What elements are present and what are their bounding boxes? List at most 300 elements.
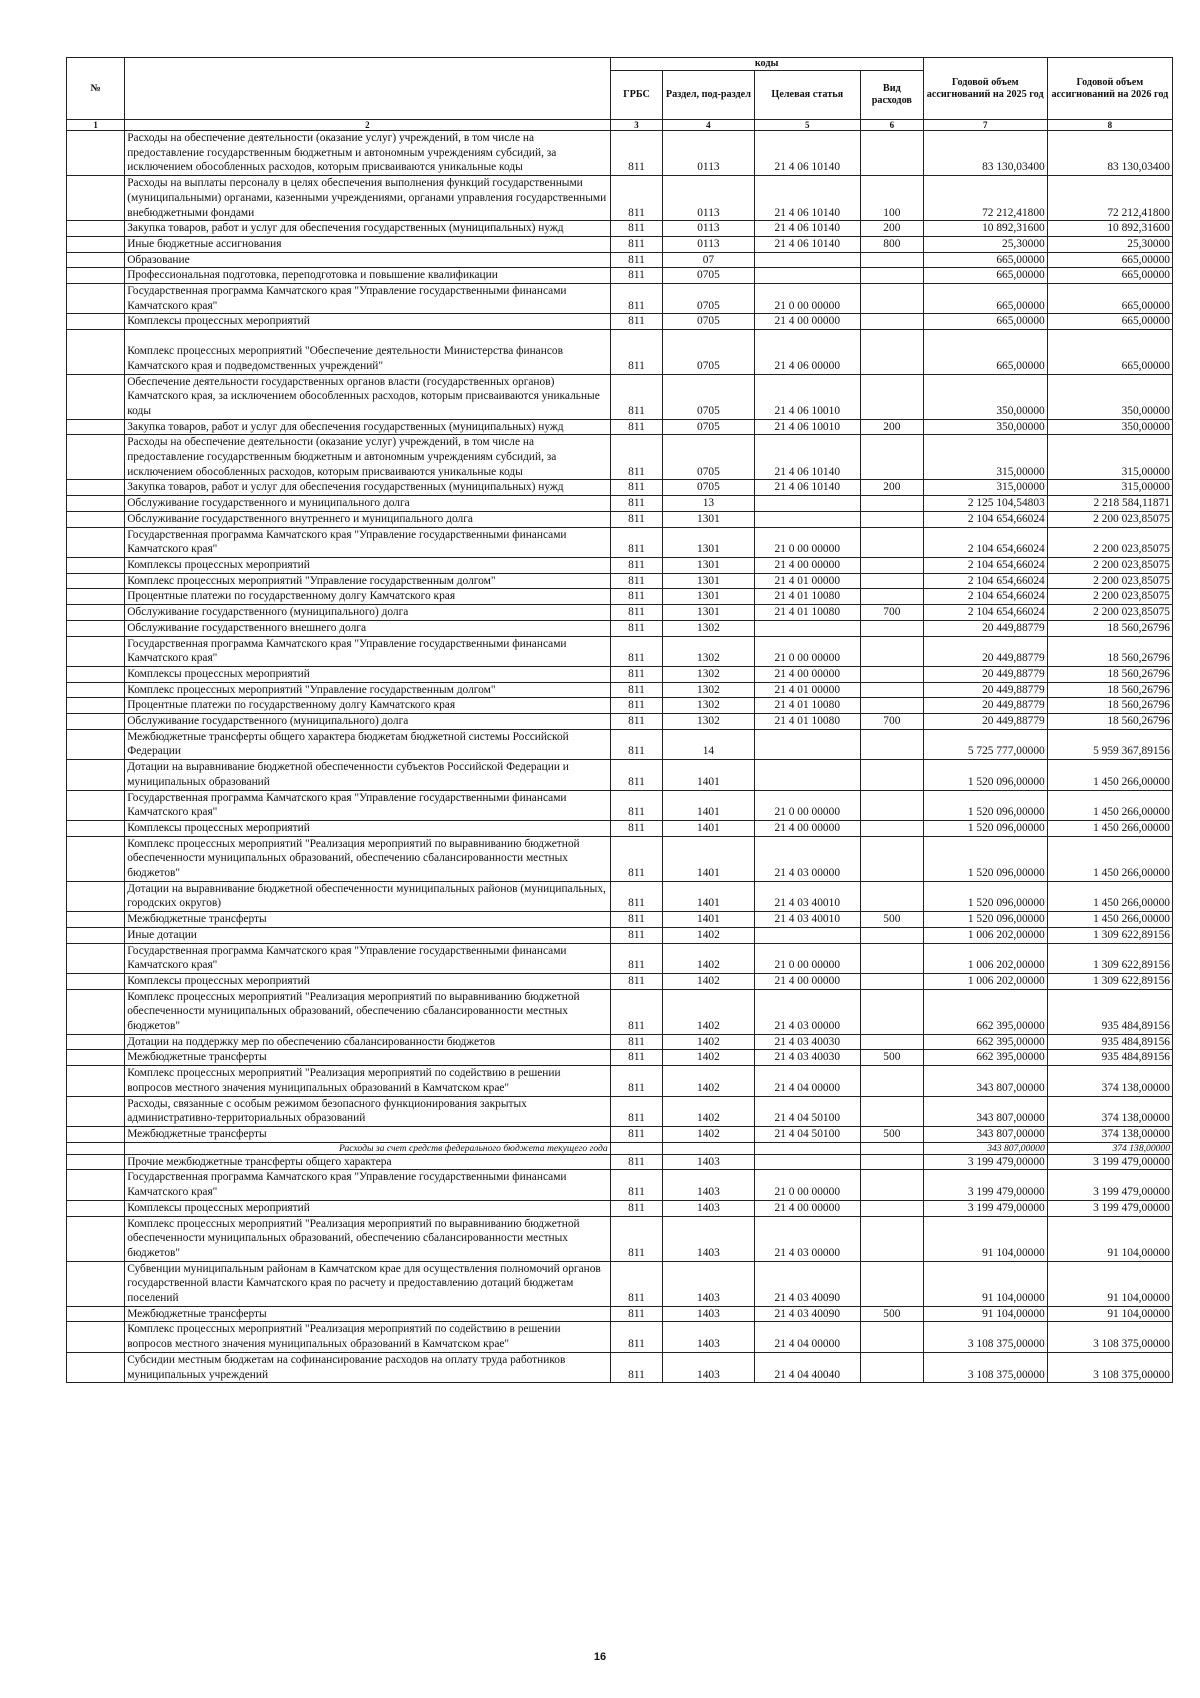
row-volume-2026-cell: 83 130,03400 xyxy=(1047,131,1172,176)
row-volume-2025-cell: 25,30000 xyxy=(923,236,1047,252)
row-target-cell xyxy=(754,760,861,790)
table-row xyxy=(67,589,1173,605)
row-target-cell: 21 4 03 40010 xyxy=(754,881,861,911)
row-section-cell: 1402 xyxy=(663,1127,754,1143)
row-target-cell: 21 4 01 00000 xyxy=(754,682,861,698)
row-volume-2026-cell: 2 200 023,85075 xyxy=(1047,527,1172,557)
row-target-cell: 21 4 00 00000 xyxy=(754,557,861,573)
row-volume-2025-cell: 1 006 202,00000 xyxy=(923,943,1047,973)
row-volume-2025-cell: 1 520 096,00000 xyxy=(923,836,1047,881)
row-target-cell: 21 4 03 00000 xyxy=(754,989,861,1034)
row-number-cell xyxy=(67,682,125,698)
row-volume-2026-cell: 3 199 479,00000 xyxy=(1047,1154,1172,1170)
table-row xyxy=(67,1322,1173,1352)
row-name-cell: Государственная программа Камчатского края "Управление государственными финансами Камчатского края" xyxy=(125,284,610,314)
row-target-cell: 21 4 06 10140 xyxy=(754,221,861,237)
row-expense-type-cell xyxy=(861,527,924,557)
row-expense-type-cell: 700 xyxy=(861,714,924,730)
row-grbs-cell: 811 xyxy=(610,1050,663,1066)
row-target-cell xyxy=(754,268,861,284)
row-section-cell: 0705 xyxy=(663,419,754,435)
row-name-cell: Расходы на выплаты персоналу в целях обеспечения выполнения функций государственными (муниципальными) органами, казенными учреждениями, органами управления государственными внебюджетными фондами xyxy=(125,176,610,221)
row-expense-type-cell xyxy=(861,1216,924,1261)
row-volume-2026-cell: 18 560,26796 xyxy=(1047,636,1172,666)
row-volume-2025-cell: 343 807,00000 xyxy=(923,1142,1047,1154)
row-volume-2025-cell: 2 104 654,66024 xyxy=(923,605,1047,621)
row-target-cell: 21 4 06 10140 xyxy=(754,176,861,221)
row-name-cell: Прочие межбюджетные трансферты общего характера xyxy=(125,1154,610,1170)
row-section-cell: 1403 xyxy=(663,1306,754,1322)
row-target-cell: 21 4 03 40090 xyxy=(754,1261,861,1306)
header-target: Целевая статья xyxy=(754,71,861,120)
table-row xyxy=(67,912,1173,928)
row-target-cell: 21 4 06 10140 xyxy=(754,131,861,176)
row-section-cell: 1401 xyxy=(663,836,754,881)
row-grbs-cell: 811 xyxy=(610,419,663,435)
row-target-cell: 21 4 01 10080 xyxy=(754,605,861,621)
table-row xyxy=(67,698,1173,714)
table-row xyxy=(67,1127,1173,1143)
row-expense-type-cell xyxy=(861,1034,924,1050)
row-volume-2025-cell: 662 395,00000 xyxy=(923,1050,1047,1066)
column-number: 7 xyxy=(923,120,1047,131)
row-volume-2026-cell: 374 138,00000 xyxy=(1047,1066,1172,1096)
row-volume-2026-cell: 2 200 023,85075 xyxy=(1047,589,1172,605)
row-name-cell: Комплекс процессных мероприятий "Реализация мероприятий по выравниванию бюджетной обеспеченности муниципальных образований, обеспечению сбалансированности местных бюджетов" xyxy=(125,1216,610,1261)
row-name-cell: Обслуживание государственного внутреннего и муниципального долга xyxy=(125,511,610,527)
row-number-cell xyxy=(67,729,125,759)
row-name-cell: Закупка товаров, работ и услуг для обеспечения государственных (муниципальных) нужд xyxy=(125,419,610,435)
row-expense-type-cell xyxy=(861,943,924,973)
row-grbs-cell: 811 xyxy=(610,1170,663,1200)
row-volume-2026-cell: 315,00000 xyxy=(1047,435,1172,480)
row-volume-2026-cell: 3 199 479,00000 xyxy=(1047,1170,1172,1200)
row-target-cell: 21 4 06 10140 xyxy=(754,435,861,480)
row-name-cell: Процентные платежи по государственному долгу Камчатского края xyxy=(125,698,610,714)
row-volume-2025-cell: 20 449,88779 xyxy=(923,620,1047,636)
row-section-cell: 1403 xyxy=(663,1154,754,1170)
row-grbs-cell: 811 xyxy=(610,330,663,374)
row-target-cell: 21 4 06 10010 xyxy=(754,374,861,419)
row-target-cell: 21 4 06 10140 xyxy=(754,480,861,496)
row-target-cell: 21 4 03 40030 xyxy=(754,1050,861,1066)
row-volume-2026-cell: 350,00000 xyxy=(1047,374,1172,419)
header-codes: коды xyxy=(610,58,923,71)
row-volume-2025-cell: 72 212,41800 xyxy=(923,176,1047,221)
row-expense-type-cell xyxy=(861,1154,924,1170)
row-target-cell: 21 0 00 00000 xyxy=(754,790,861,820)
row-name-cell: Государственная программа Камчатского края "Управление государственными финансами Камчатского края" xyxy=(125,1170,610,1200)
row-number-cell xyxy=(67,1170,125,1200)
row-target-cell: 21 4 06 10010 xyxy=(754,419,861,435)
row-volume-2025-cell: 5 725 777,00000 xyxy=(923,729,1047,759)
row-volume-2025-cell: 2 104 654,66024 xyxy=(923,557,1047,573)
row-number-cell xyxy=(67,496,125,512)
row-expense-type-cell xyxy=(861,573,924,589)
row-volume-2026-cell: 935 484,89156 xyxy=(1047,989,1172,1034)
row-volume-2026-cell: 2 200 023,85075 xyxy=(1047,511,1172,527)
row-name-cell: Образование xyxy=(125,252,610,268)
row-volume-2026-cell: 935 484,89156 xyxy=(1047,1050,1172,1066)
row-name-cell: Комплекс процессных мероприятий "Управление государственным долгом" xyxy=(125,682,610,698)
row-grbs-cell: 811 xyxy=(610,1200,663,1216)
row-expense-type-cell xyxy=(861,790,924,820)
table-row xyxy=(67,419,1173,435)
page-number: 16 xyxy=(593,1651,607,1663)
row-expense-type-cell xyxy=(861,836,924,881)
row-name-cell: Обслуживание государственного (муниципального) долга xyxy=(125,714,610,730)
row-target-cell: 21 4 00 00000 xyxy=(754,314,861,330)
header-name xyxy=(125,58,610,120)
row-name-cell: Комплексы процессных мероприятий xyxy=(125,666,610,682)
row-target-cell: 21 4 00 00000 xyxy=(754,820,861,836)
row-volume-2026-cell: 3 199 479,00000 xyxy=(1047,1200,1172,1216)
row-section-cell: 1401 xyxy=(663,881,754,911)
table-row xyxy=(67,881,1173,911)
row-grbs-cell: 811 xyxy=(610,973,663,989)
row-expense-type-cell xyxy=(861,252,924,268)
row-volume-2025-cell: 1 006 202,00000 xyxy=(923,973,1047,989)
row-volume-2026-cell: 1 450 266,00000 xyxy=(1047,912,1172,928)
row-target-cell: 21 4 00 00000 xyxy=(754,973,861,989)
row-expense-type-cell xyxy=(861,1322,924,1352)
row-expense-type-cell xyxy=(861,666,924,682)
row-expense-type-cell xyxy=(861,729,924,759)
row-expense-type-cell: 500 xyxy=(861,1050,924,1066)
table-body xyxy=(67,131,1173,1383)
row-volume-2025-cell: 20 449,88779 xyxy=(923,682,1047,698)
row-target-cell: 21 4 03 40030 xyxy=(754,1034,861,1050)
row-name-cell: Субсидии местным бюджетам на софинансирование расходов на оплату труда работников муниципальных учреждений xyxy=(125,1352,610,1382)
row-volume-2026-cell: 1 309 622,89156 xyxy=(1047,927,1172,943)
row-expense-type-cell xyxy=(861,1096,924,1126)
row-name-cell: Государственная программа Камчатского края "Управление государственными финансами Камчатского края" xyxy=(125,636,610,666)
row-grbs-cell: 811 xyxy=(610,682,663,698)
row-volume-2025-cell: 2 104 654,66024 xyxy=(923,511,1047,527)
row-section-cell: 0113 xyxy=(663,176,754,221)
row-name-cell: Государственная программа Камчатского края "Управление государственными финансами Камчатского края" xyxy=(125,790,610,820)
row-number-cell xyxy=(67,636,125,666)
budget-table xyxy=(66,57,1173,1383)
table-row xyxy=(67,820,1173,836)
table-row xyxy=(67,314,1173,330)
row-volume-2025-cell: 3 199 479,00000 xyxy=(923,1154,1047,1170)
row-volume-2025-cell: 20 449,88779 xyxy=(923,714,1047,730)
table-row xyxy=(67,374,1173,419)
table-row xyxy=(67,557,1173,573)
row-grbs-cell: 811 xyxy=(610,236,663,252)
row-number-cell xyxy=(67,973,125,989)
row-section-cell: 1403 xyxy=(663,1352,754,1382)
row-target-cell xyxy=(754,252,861,268)
table-row xyxy=(67,527,1173,557)
table-row xyxy=(67,729,1173,759)
row-volume-2026-cell: 315,00000 xyxy=(1047,480,1172,496)
row-volume-2025-cell: 91 104,00000 xyxy=(923,1261,1047,1306)
row-number-cell xyxy=(67,1050,125,1066)
table-row xyxy=(67,511,1173,527)
row-volume-2025-cell: 3 199 479,00000 xyxy=(923,1200,1047,1216)
row-volume-2026-cell: 10 892,31600 xyxy=(1047,221,1172,237)
row-grbs-cell: 811 xyxy=(610,176,663,221)
row-section-cell: 0113 xyxy=(663,221,754,237)
table-row xyxy=(67,760,1173,790)
row-volume-2025-cell: 20 449,88779 xyxy=(923,666,1047,682)
row-number-cell xyxy=(67,836,125,881)
row-section-cell: 0705 xyxy=(663,284,754,314)
row-target-cell: 21 0 00 00000 xyxy=(754,284,861,314)
row-number-cell xyxy=(67,714,125,730)
table-row xyxy=(67,973,1173,989)
row-number-cell xyxy=(67,374,125,419)
table-row xyxy=(67,666,1173,682)
row-name-cell: Иные дотации xyxy=(125,927,610,943)
row-number-cell xyxy=(67,620,125,636)
header-expense-type: Вид расходов xyxy=(861,71,924,120)
row-expense-type-cell xyxy=(861,989,924,1034)
row-target-cell: 21 4 01 00000 xyxy=(754,573,861,589)
header-volume-2025: Годовой объем ассигнований на 2025 год xyxy=(923,58,1047,120)
table-row xyxy=(67,435,1173,480)
row-target-cell: 21 4 06 00000 xyxy=(754,330,861,374)
header-number: № xyxy=(67,58,125,120)
row-target-cell: 21 4 01 10080 xyxy=(754,589,861,605)
row-grbs-cell: 811 xyxy=(610,284,663,314)
row-number-cell xyxy=(67,268,125,284)
row-expense-type-cell xyxy=(861,1170,924,1200)
row-expense-type-cell: 100 xyxy=(861,176,924,221)
row-volume-2025-cell: 91 104,00000 xyxy=(923,1216,1047,1261)
table-row xyxy=(67,636,1173,666)
row-number-cell xyxy=(67,557,125,573)
row-name-cell: Межбюджетные трансферты xyxy=(125,1127,610,1143)
row-section-cell: 07 xyxy=(663,252,754,268)
row-expense-type-cell xyxy=(861,330,924,374)
row-target-cell: 21 4 01 10080 xyxy=(754,698,861,714)
row-expense-type-cell xyxy=(861,511,924,527)
row-name-cell: Межбюджетные трансферты xyxy=(125,1050,610,1066)
row-expense-type-cell xyxy=(861,314,924,330)
row-name-cell: Комплексы процессных мероприятий xyxy=(125,314,610,330)
table-row xyxy=(67,1142,1173,1154)
row-name-cell: Процентные платежи по государственному долгу Камчатского края xyxy=(125,589,610,605)
row-volume-2026-cell: 1 309 622,89156 xyxy=(1047,973,1172,989)
row-name-cell: Государственная программа Камчатского края "Управление государственными финансами Камчатского края" xyxy=(125,527,610,557)
row-grbs-cell: 811 xyxy=(610,252,663,268)
table-row xyxy=(67,1216,1173,1261)
table-row xyxy=(67,714,1173,730)
row-volume-2025-cell: 665,00000 xyxy=(923,314,1047,330)
row-number-cell xyxy=(67,1216,125,1261)
row-volume-2026-cell: 18 560,26796 xyxy=(1047,620,1172,636)
row-volume-2026-cell: 3 108 375,00000 xyxy=(1047,1352,1172,1382)
row-section-cell: 1301 xyxy=(663,557,754,573)
row-number-cell xyxy=(67,1066,125,1096)
row-section-cell: 1401 xyxy=(663,760,754,790)
row-number-cell xyxy=(67,1142,125,1154)
row-volume-2026-cell: 91 104,00000 xyxy=(1047,1306,1172,1322)
table-row xyxy=(67,221,1173,237)
row-target-cell: 21 4 03 40090 xyxy=(754,1306,861,1322)
row-name-cell: Комплекс процессных мероприятий "Реализация мероприятий по содействию в решении вопросов местного значения муниципальных образований в Камчатском крае" xyxy=(125,1066,610,1096)
row-section-cell: 0705 xyxy=(663,330,754,374)
row-volume-2026-cell: 1 450 266,00000 xyxy=(1047,760,1172,790)
row-volume-2026-cell: 665,00000 xyxy=(1047,314,1172,330)
column-number: 6 xyxy=(861,120,924,131)
row-expense-type-cell xyxy=(861,435,924,480)
row-target-cell: 21 4 03 00000 xyxy=(754,836,861,881)
row-section-cell: 1401 xyxy=(663,820,754,836)
row-section-cell: 14 xyxy=(663,729,754,759)
row-number-cell xyxy=(67,1306,125,1322)
table-row xyxy=(67,927,1173,943)
row-volume-2026-cell: 2 200 023,85075 xyxy=(1047,557,1172,573)
table-row xyxy=(67,1034,1173,1050)
row-number-cell xyxy=(67,1034,125,1050)
table-row xyxy=(67,252,1173,268)
row-section-cell: 1403 xyxy=(663,1200,754,1216)
row-expense-type-cell xyxy=(861,760,924,790)
row-grbs-cell: 811 xyxy=(610,698,663,714)
row-volume-2025-cell: 665,00000 xyxy=(923,252,1047,268)
row-expense-type-cell xyxy=(861,682,924,698)
row-number-cell xyxy=(67,1127,125,1143)
row-volume-2025-cell: 665,00000 xyxy=(923,330,1047,374)
row-section-cell: 1301 xyxy=(663,527,754,557)
row-target-cell: 21 0 00 00000 xyxy=(754,527,861,557)
row-number-cell xyxy=(67,480,125,496)
row-section-cell: 0705 xyxy=(663,480,754,496)
row-section-cell: 1302 xyxy=(663,636,754,666)
row-volume-2026-cell: 18 560,26796 xyxy=(1047,714,1172,730)
row-number-cell xyxy=(67,419,125,435)
row-target-cell xyxy=(754,927,861,943)
row-target-cell xyxy=(754,1154,861,1170)
table-row xyxy=(67,1170,1173,1200)
row-number-cell xyxy=(67,1261,125,1306)
row-volume-2025-cell: 665,00000 xyxy=(923,284,1047,314)
table-row xyxy=(67,989,1173,1034)
row-number-cell xyxy=(67,1096,125,1126)
row-number-cell xyxy=(67,1154,125,1170)
row-grbs-cell: 811 xyxy=(610,496,663,512)
row-number-cell xyxy=(67,435,125,480)
row-name-cell: Обслуживание государственного внешнего долга xyxy=(125,620,610,636)
row-volume-2026-cell: 91 104,00000 xyxy=(1047,1216,1172,1261)
row-volume-2026-cell: 18 560,26796 xyxy=(1047,682,1172,698)
row-expense-type-cell: 500 xyxy=(861,1127,924,1143)
table-row xyxy=(67,605,1173,621)
row-section-cell: 1402 xyxy=(663,1034,754,1050)
row-grbs-cell: 811 xyxy=(610,605,663,621)
row-volume-2025-cell: 2 104 654,66024 xyxy=(923,589,1047,605)
row-section-cell: 1402 xyxy=(663,989,754,1034)
row-volume-2026-cell: 374 138,00000 xyxy=(1047,1096,1172,1126)
table-row xyxy=(67,330,1173,374)
row-volume-2025-cell: 665,00000 xyxy=(923,268,1047,284)
row-volume-2025-cell: 1 520 096,00000 xyxy=(923,790,1047,820)
row-volume-2025-cell: 315,00000 xyxy=(923,480,1047,496)
row-section-cell: 1302 xyxy=(663,620,754,636)
row-grbs-cell: 811 xyxy=(610,912,663,928)
row-volume-2026-cell: 72 212,41800 xyxy=(1047,176,1172,221)
row-expense-type-cell xyxy=(861,1261,924,1306)
row-section-cell: 1402 xyxy=(663,1096,754,1126)
row-volume-2025-cell: 3 108 375,00000 xyxy=(923,1352,1047,1382)
row-grbs-cell: 811 xyxy=(610,620,663,636)
row-target-cell xyxy=(754,511,861,527)
column-number: 1 xyxy=(67,120,125,131)
row-grbs-cell: 811 xyxy=(610,943,663,973)
row-expense-type-cell xyxy=(861,1200,924,1216)
row-grbs-cell: 811 xyxy=(610,527,663,557)
row-section-cell: 1401 xyxy=(663,912,754,928)
row-number-cell xyxy=(67,943,125,973)
row-grbs-cell: 811 xyxy=(610,1034,663,1050)
header-grbs: ГРБС xyxy=(610,71,663,120)
row-name-cell: Расходы на обеспечение деятельности (оказание услуг) учреждений, в том числе на предоставление государственным бюджетным и автономным учреждениям субсидий, за исключением обособленных расходов, которым присваиваются уникальные коды xyxy=(125,131,610,176)
row-target-cell: 21 4 03 40010 xyxy=(754,912,861,928)
row-section-cell: 1403 xyxy=(663,1261,754,1306)
row-section-cell: 0705 xyxy=(663,314,754,330)
row-name-cell: Обеспечение деятельности государственных органов власти (государственных органов) Камчатского края, за исключением обособленных расходов, которым присваиваются уникальные коды xyxy=(125,374,610,419)
row-section-cell: 1402 xyxy=(663,943,754,973)
row-name-cell: Комплекс процессных мероприятий "Управление государственным долгом" xyxy=(125,573,610,589)
table-row xyxy=(67,1050,1173,1066)
row-number-cell xyxy=(67,131,125,176)
row-number-cell xyxy=(67,989,125,1034)
row-grbs-cell: 811 xyxy=(610,1096,663,1126)
table-row xyxy=(67,836,1173,881)
row-volume-2025-cell: 3 108 375,00000 xyxy=(923,1322,1047,1352)
row-name-cell: Комплексы процессных мероприятий xyxy=(125,1200,610,1216)
row-section-cell: 1301 xyxy=(663,573,754,589)
row-volume-2026-cell: 665,00000 xyxy=(1047,268,1172,284)
row-volume-2026-cell: 91 104,00000 xyxy=(1047,1261,1172,1306)
row-grbs-cell: 811 xyxy=(610,636,663,666)
row-volume-2025-cell: 1 520 096,00000 xyxy=(923,881,1047,911)
row-volume-2026-cell: 1 450 266,00000 xyxy=(1047,881,1172,911)
row-section-cell: 1402 xyxy=(663,927,754,943)
row-name-cell: Комплексы процессных мероприятий xyxy=(125,973,610,989)
row-volume-2026-cell: 374 138,00000 xyxy=(1047,1127,1172,1143)
row-grbs-cell: 811 xyxy=(610,374,663,419)
row-target-cell: 21 4 04 00000 xyxy=(754,1066,861,1096)
row-volume-2026-cell: 18 560,26796 xyxy=(1047,698,1172,714)
row-name-cell: Обслуживание государственного и муниципального долга xyxy=(125,496,610,512)
row-name-cell: Дотации на выравнивание бюджетной обеспеченности муниципальных районов (муниципальных, городских округов) xyxy=(125,881,610,911)
row-number-cell xyxy=(67,221,125,237)
row-grbs-cell xyxy=(610,1142,663,1154)
row-expense-type-cell xyxy=(861,698,924,714)
row-expense-type-cell xyxy=(861,284,924,314)
table-row xyxy=(67,620,1173,636)
row-name-cell: Профессиональная подготовка, переподготовка и повышение квалификации xyxy=(125,268,610,284)
row-grbs-cell: 811 xyxy=(610,714,663,730)
row-name-cell: Комплекс процессных мероприятий "Обеспечение деятельности Министерства финансов Камчатского края и подведомственных учреждений" xyxy=(125,330,610,374)
row-section-cell: 1301 xyxy=(663,605,754,621)
row-grbs-cell: 811 xyxy=(610,314,663,330)
row-volume-2026-cell: 2 200 023,85075 xyxy=(1047,605,1172,621)
row-grbs-cell: 811 xyxy=(610,221,663,237)
row-number-cell xyxy=(67,760,125,790)
row-expense-type-cell xyxy=(861,973,924,989)
row-volume-2026-cell: 665,00000 xyxy=(1047,252,1172,268)
row-target-cell: 21 4 04 40040 xyxy=(754,1352,861,1382)
row-expense-type-cell xyxy=(861,589,924,605)
row-number-cell xyxy=(67,912,125,928)
row-section-cell: 0113 xyxy=(663,131,754,176)
